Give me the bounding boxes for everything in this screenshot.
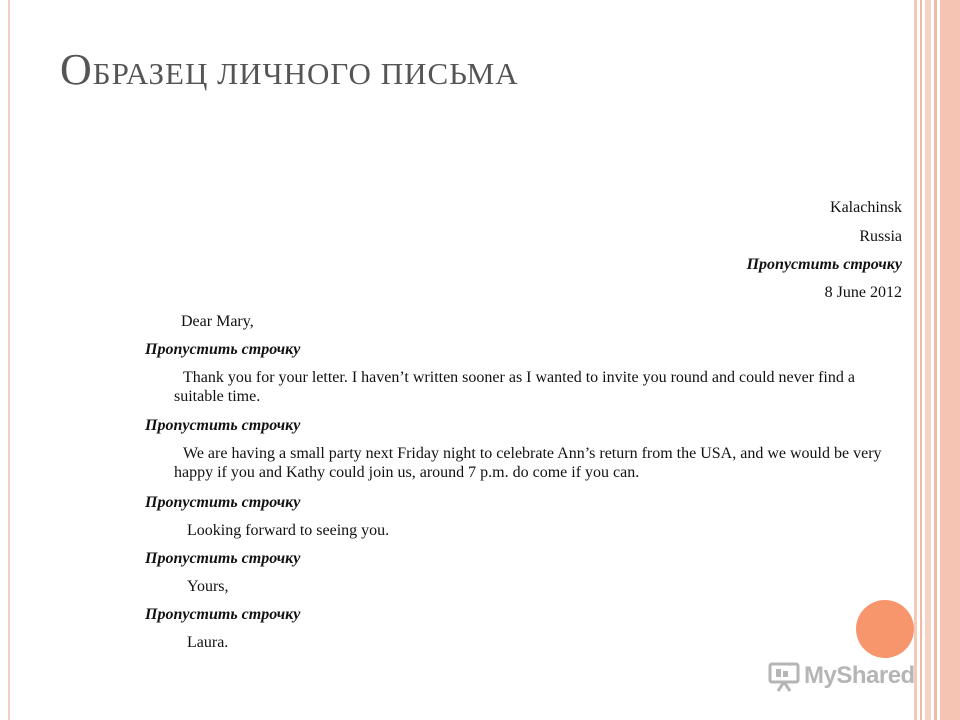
- slide-title-capital: О: [60, 45, 93, 94]
- paragraph-1-text: Thank you for your letter. I haven’t written sooner as I wanted to invite you round and could never find a suitable time.: [174, 369, 855, 405]
- slide-title: [60, 44, 519, 95]
- watermark: [766, 656, 926, 696]
- skip-line-label: Пропустить строчку: [145, 494, 301, 511]
- slide-title-rest: БРАЗЕЦ ЛИЧНОГО ПИСЬМА: [92, 56, 519, 91]
- stripe: [920, 0, 922, 720]
- right-decorative-stripes: [914, 0, 960, 720]
- paragraph-2: [174, 444, 890, 482]
- stripe: [934, 0, 937, 720]
- sign-off: Yours,: [187, 578, 229, 595]
- address-country: Russia: [859, 228, 902, 245]
- presentation-icon: [766, 658, 802, 694]
- closing-line: Looking forward to seeing you.: [187, 522, 390, 539]
- decorative-orange-circle: [856, 600, 914, 658]
- skip-line-label: Пропустить строчку: [145, 606, 301, 623]
- letter-date: 8 June 2012: [824, 284, 902, 301]
- skip-line-label: Пропустить строчку: [746, 256, 902, 273]
- skip-line-label: Пропустить строчку: [145, 417, 301, 434]
- skip-line-label: Пропустить строчку: [145, 550, 301, 567]
- skip-line-label: Пропустить строчку: [145, 341, 301, 358]
- paragraph-2-text: We are having a small party next Friday night to celebrate Ann’s return from the USA, and we would be very happy if you and Kathy could join us, around 7 p.m. do come if you can.: [174, 445, 882, 481]
- left-border-line: [8, 0, 10, 720]
- signature: Laura.: [187, 634, 229, 651]
- stripe: [925, 0, 931, 720]
- watermark-text: MyShared: [804, 662, 915, 689]
- stripe: [940, 0, 960, 720]
- paragraph-1: [174, 368, 890, 406]
- stripe: [914, 0, 917, 720]
- address-city: Kalachinsk: [830, 199, 902, 216]
- greeting: Dear Mary,: [181, 313, 254, 330]
